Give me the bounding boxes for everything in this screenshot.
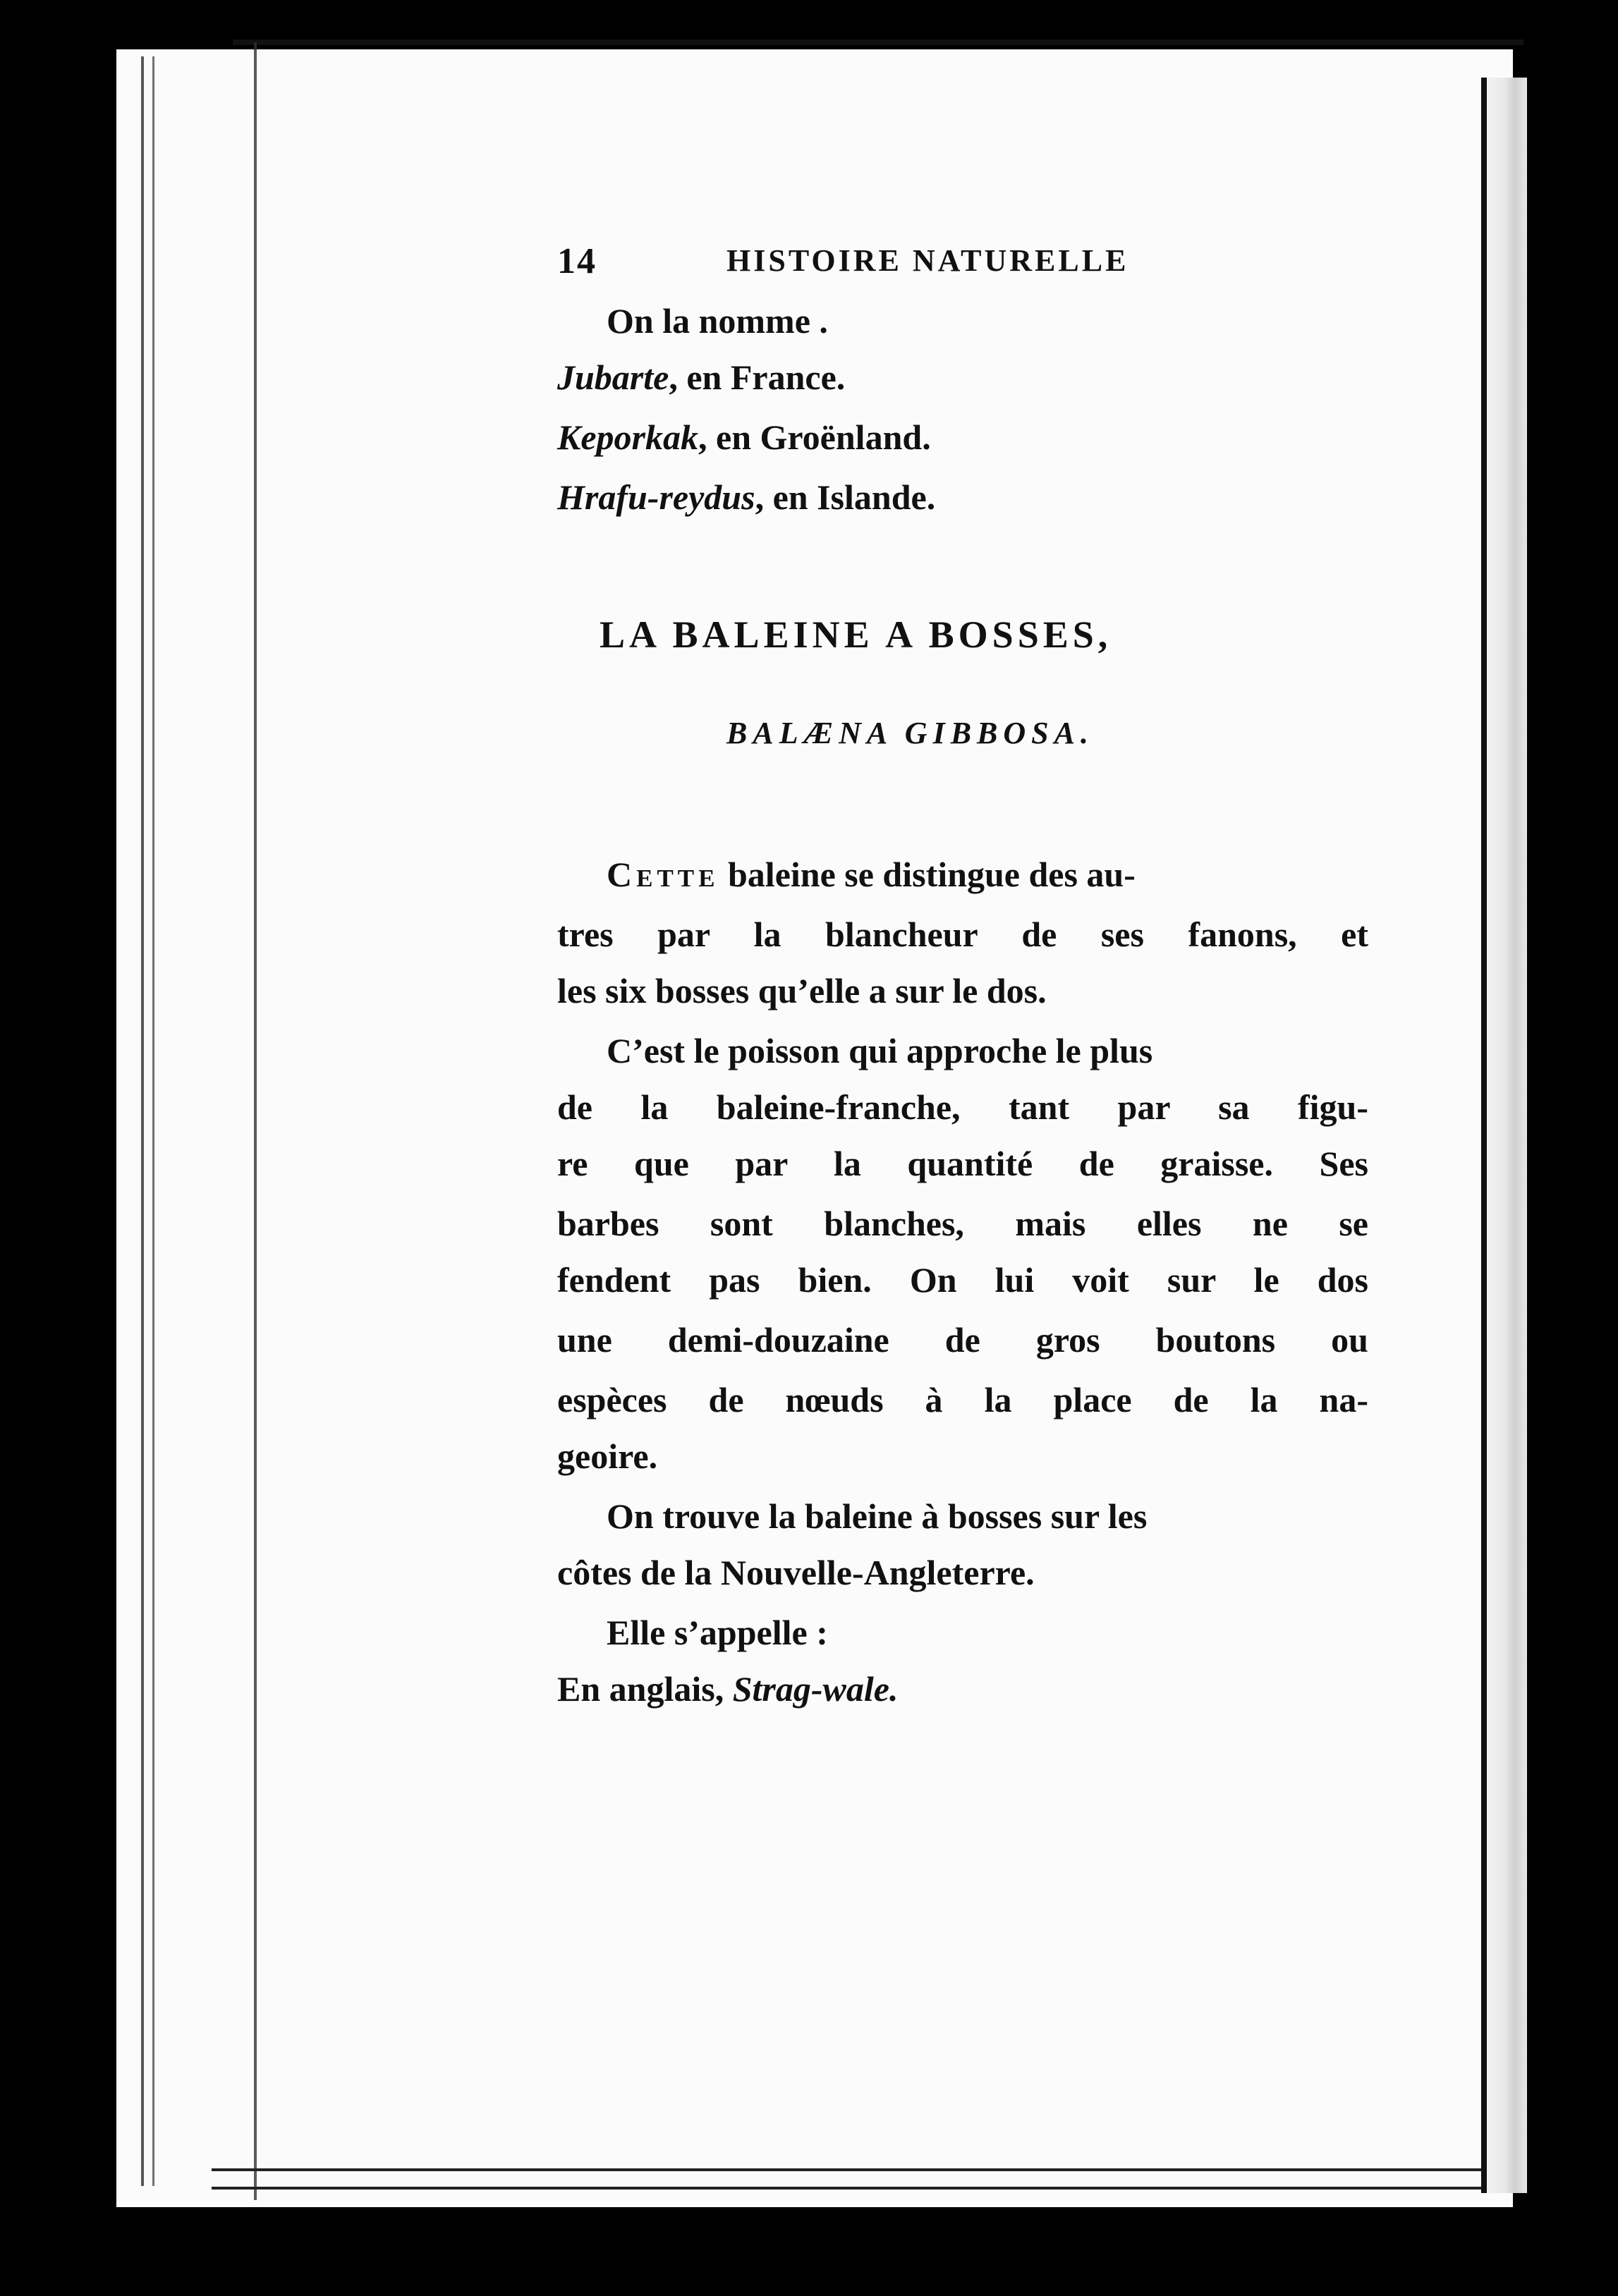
para1-line2: tres par la blancheur de ses fanons, et	[557, 915, 1368, 954]
para2-line6: une demi-douzaine de gros boutons ou	[557, 1320, 1368, 1360]
names-intro: On la nomme .	[607, 301, 828, 341]
para1-lead-word: Cette	[607, 855, 719, 894]
name-line-france	[557, 356, 845, 398]
para3-line1: On trouve la baleine à bosses sur les	[607, 1496, 1148, 1536]
name-rest: , en France.	[669, 358, 846, 397]
running-head: HISTOIRE NATURELLE	[726, 243, 1129, 278]
para2-line4: barbes sont blanches, mais elles ne se	[557, 1204, 1368, 1243]
name-latin: Hrafu-reydus	[557, 477, 755, 517]
para4-line1: Elle s’appelle :	[607, 1613, 828, 1652]
para2-line5: fendent pas bien. On lui voit sur le dos	[557, 1260, 1368, 1300]
para2-line1: C’est le poisson qui approche le plus	[607, 1031, 1153, 1070]
name-rest: , en Islande.	[755, 477, 936, 517]
para1-line1-rest: baleine se distingue des au-	[719, 855, 1136, 894]
para1-line3: les six bosses qu’elle a sur le dos.	[557, 971, 1047, 1010]
section-subheading: BALÆNA GIBBOSA.	[726, 716, 1094, 750]
para2-line2: de la baleine-franche, tant par sa figu-	[557, 1087, 1368, 1127]
page-top-edge	[233, 39, 1523, 45]
para2-line7: espèces de nœuds à la place de la na-	[557, 1380, 1368, 1419]
name-rest: , en Groënland.	[698, 417, 931, 457]
para4-line2	[557, 1668, 898, 1710]
para1-line1	[607, 853, 1136, 896]
para2-line3: re que par la quantité de graisse. Ses	[557, 1144, 1368, 1183]
name-line-islande	[557, 476, 935, 518]
para4-line2-name: Strag-wale.	[732, 1669, 899, 1709]
para2-line8: geoire.	[557, 1436, 658, 1476]
scan-border-right	[1527, 0, 1618, 2296]
page-header	[557, 240, 1263, 283]
book-binding-gutter	[1481, 78, 1533, 2193]
name-line-groenland	[557, 416, 931, 458]
para4-line2-lead: En anglais,	[557, 1669, 733, 1709]
name-latin: Jubarte	[557, 358, 669, 397]
section-heading: LA BALEINE A BOSSES,	[600, 613, 1112, 656]
name-latin: Keporkak	[557, 417, 698, 457]
page-left-edge	[141, 56, 154, 2186]
page-left-inner-edge	[254, 42, 257, 2200]
page-bottom-edge	[212, 2168, 1502, 2190]
para3-line2: côtes de la Nouvelle-Angleterre.	[557, 1553, 1035, 1592]
page-number: 14	[557, 241, 597, 281]
